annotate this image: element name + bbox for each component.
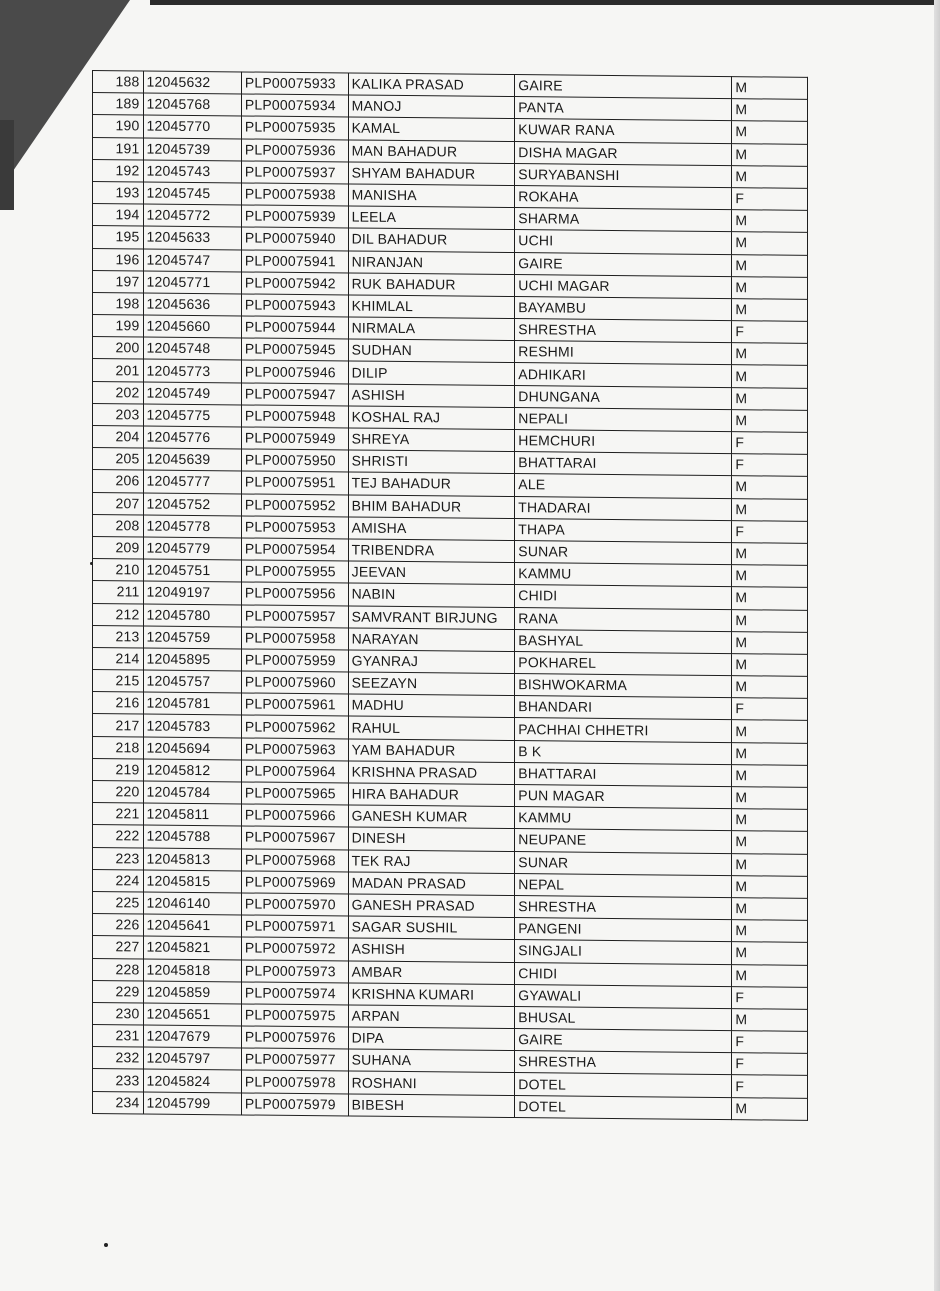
cell-last: BHATTARAI — [515, 452, 732, 476]
scan-edge-top — [150, 0, 940, 5]
cell-gender: M — [732, 77, 808, 100]
cell-id: 12045745 — [143, 182, 241, 205]
cell-sn: 229 — [93, 980, 144, 1003]
cell-first: JEEVAN — [348, 561, 515, 585]
cell-id: 12045636 — [143, 293, 241, 316]
cell-id: 12045788 — [143, 825, 241, 848]
cell-first: ARPAN — [348, 1005, 515, 1029]
cell-last: GAIRE — [515, 252, 732, 276]
cell-sn: 215 — [93, 670, 144, 693]
cell-reg: PLP00075941 — [241, 249, 348, 272]
cell-sn: 221 — [93, 803, 144, 826]
cell-reg: PLP00075977 — [241, 1048, 348, 1071]
cell-id: 12045739 — [143, 138, 241, 161]
cell-id: 12045639 — [143, 448, 241, 471]
cell-gender: M — [732, 254, 808, 277]
cell-gender: M — [732, 809, 808, 832]
cell-id: 12045633 — [143, 226, 241, 249]
cell-sn: 203 — [93, 403, 144, 426]
cell-reg: PLP00075963 — [241, 738, 348, 761]
scan-edge-right — [934, 0, 940, 1291]
cell-reg: PLP00075957 — [241, 604, 348, 627]
cell-first: NIRMALA — [348, 317, 515, 341]
speck — [90, 562, 93, 565]
cell-id: 12045743 — [143, 160, 241, 183]
cell-id: 12046140 — [143, 892, 241, 915]
cell-sn: 228 — [93, 958, 144, 981]
cell-last: SUNAR — [515, 540, 732, 564]
cell-id: 12045781 — [143, 692, 241, 715]
cell-reg: PLP00075966 — [241, 804, 348, 827]
cell-reg: PLP00075976 — [241, 1026, 348, 1049]
cell-first: SHYAM BAHADUR — [348, 162, 515, 186]
cell-gender: M — [732, 676, 808, 699]
cell-last: KAMMU — [515, 807, 732, 831]
cell-first: TEJ BAHADUR — [348, 472, 515, 496]
cell-last: NEPALI — [515, 407, 732, 431]
cell-reg: PLP00075955 — [241, 560, 348, 583]
cell-sn: 224 — [93, 869, 144, 892]
cell-last: BHANDARI — [515, 696, 732, 720]
cell-reg: PLP00075950 — [241, 449, 348, 472]
cell-last: GYAWALI — [515, 984, 732, 1008]
cell-id: 12047679 — [143, 1025, 241, 1048]
cell-sn: 201 — [93, 359, 144, 382]
cell-id: 12045821 — [143, 936, 241, 959]
cell-id: 12045784 — [143, 781, 241, 804]
cell-reg: PLP00075935 — [241, 116, 348, 139]
cell-sn: 205 — [93, 448, 144, 471]
cell-gender: M — [732, 476, 808, 499]
cell-sn: 207 — [93, 492, 144, 515]
cell-gender: M — [732, 121, 808, 144]
cell-reg: PLP00075934 — [241, 94, 348, 117]
cell-first: RUK BAHADUR — [348, 273, 515, 297]
cell-last: RESHMI — [515, 341, 732, 365]
cell-gender: M — [732, 609, 808, 632]
cell-last: SHARMA — [515, 208, 732, 232]
cell-reg: PLP00075953 — [241, 516, 348, 539]
cell-first: DIPA — [348, 1027, 515, 1051]
cell-sn: 199 — [93, 315, 144, 338]
cell-first: MADAN PRASAD — [348, 872, 515, 896]
cell-first: SAGAR SUSHIL — [348, 916, 515, 940]
cell-last: SINGJALI — [515, 940, 732, 964]
cell-first: SAMVRANT BIRJUNG — [348, 605, 515, 629]
cell-gender: M — [732, 276, 808, 299]
cell-first: SHRISTI — [348, 450, 515, 474]
cell-last: NEUPANE — [515, 829, 732, 853]
cell-sn: 230 — [93, 1002, 144, 1025]
cell-sn: 218 — [93, 736, 144, 759]
cell-first: BIBESH — [348, 1094, 515, 1118]
cell-reg: PLP00075948 — [241, 405, 348, 428]
cell-first: DIL BAHADUR — [348, 228, 515, 252]
cell-sn: 197 — [93, 270, 144, 293]
cell-last: HEMCHURI — [515, 430, 732, 454]
cell-sn: 188 — [93, 71, 144, 94]
cell-first: DINESH — [348, 827, 515, 851]
roster-table — [92, 70, 808, 1121]
cell-reg: PLP00075951 — [241, 471, 348, 494]
cell-last: PUN MAGAR — [515, 785, 732, 809]
cell-sn: 202 — [93, 381, 144, 404]
cell-id: 12045779 — [143, 537, 241, 560]
cell-id: 12049197 — [143, 581, 241, 604]
cell-last: CHIDI — [515, 962, 732, 986]
cell-sn: 220 — [93, 781, 144, 804]
cell-gender: F — [732, 1031, 808, 1054]
cell-gender: M — [732, 964, 808, 987]
cell-last: SHRESTHA — [515, 1051, 732, 1075]
cell-reg: PLP00075933 — [241, 72, 348, 95]
cell-gender: F — [732, 188, 808, 211]
cell-sn: 233 — [93, 1069, 144, 1092]
cell-sn: 232 — [93, 1047, 144, 1070]
cell-last: GAIRE — [515, 75, 732, 99]
cell-reg: PLP00075952 — [241, 493, 348, 516]
cell-first: MANISHA — [348, 184, 515, 208]
cell-sn: 213 — [93, 625, 144, 648]
cell-last: BAYAMBU — [515, 296, 732, 320]
cell-gender: M — [732, 920, 808, 943]
cell-last: UCHI MAGAR — [515, 274, 732, 298]
cell-id: 12045813 — [143, 848, 241, 871]
cell-gender: M — [732, 565, 808, 588]
cell-id: 12045749 — [143, 382, 241, 405]
cell-reg: PLP00075975 — [241, 1004, 348, 1027]
cell-first: DILIP — [348, 361, 515, 385]
cell-sn: 200 — [93, 337, 144, 360]
cell-first: GYANRAJ — [348, 650, 515, 674]
cell-last: SHRESTHA — [515, 895, 732, 919]
cell-gender: M — [732, 143, 808, 166]
cell-sn: 223 — [93, 847, 144, 870]
cell-reg: PLP00075937 — [241, 161, 348, 184]
cell-sn: 189 — [93, 93, 144, 116]
cell-first: SHREYA — [348, 428, 515, 452]
cell-sn: 209 — [93, 536, 144, 559]
cell-first: KAMAL — [348, 117, 515, 141]
cell-gender: F — [732, 698, 808, 721]
cell-gender: F — [732, 1053, 808, 1076]
cell-id: 12045757 — [143, 670, 241, 693]
cell-first: KRISHNA PRASAD — [348, 761, 515, 785]
cell-last: SHRESTHA — [515, 319, 732, 343]
cell-gender: M — [732, 831, 808, 854]
speck — [104, 1243, 108, 1247]
cell-first: SEEZAYN — [348, 672, 515, 696]
cell-last: BISHWOKARMA — [515, 674, 732, 698]
cell-last: THADARAI — [515, 496, 732, 520]
cell-last: GAIRE — [515, 1029, 732, 1053]
cell-id: 12045778 — [143, 515, 241, 538]
cell-id: 12045818 — [143, 958, 241, 981]
cell-first: BHIM BAHADUR — [348, 495, 515, 519]
cell-first: HIRA BAHADUR — [348, 783, 515, 807]
cell-sn: 206 — [93, 470, 144, 493]
cell-gender: M — [732, 232, 808, 255]
cell-first: TRIBENDRA — [348, 539, 515, 563]
cell-reg: PLP00075968 — [241, 848, 348, 871]
cell-id: 12045748 — [143, 337, 241, 360]
cell-id: 12045780 — [143, 603, 241, 626]
cell-gender: M — [732, 654, 808, 677]
cell-id: 12045773 — [143, 359, 241, 382]
cell-id: 12045797 — [143, 1047, 241, 1070]
cell-id: 12045799 — [143, 1092, 241, 1115]
cell-gender: M — [732, 99, 808, 122]
cell-reg: PLP00075959 — [241, 649, 348, 672]
cell-last: POKHAREL — [515, 651, 732, 675]
cell-last: PANTA — [515, 97, 732, 121]
cell-sn: 227 — [93, 936, 144, 959]
cell-last: PACHHAI CHHETRI — [515, 718, 732, 742]
cell-id: 12045772 — [143, 204, 241, 227]
cell-first: SUHANA — [348, 1049, 515, 1073]
cell-id: 12045811 — [143, 803, 241, 826]
cell-sn: 190 — [93, 115, 144, 138]
cell-reg: PLP00075972 — [241, 937, 348, 960]
cell-id: 12045815 — [143, 870, 241, 893]
cell-id: 12045751 — [143, 559, 241, 582]
cell-reg: PLP00075964 — [241, 760, 348, 783]
cell-first: KALIKA PRASAD — [348, 73, 515, 97]
cell-gender: M — [732, 409, 808, 432]
cell-first: KRISHNA KUMARI — [348, 983, 515, 1007]
cell-first: ASHISH — [348, 384, 515, 408]
cell-first: YAM BAHADUR — [348, 739, 515, 763]
scan-edge-shadow — [0, 120, 14, 210]
cell-first: KHIMLAL — [348, 295, 515, 319]
cell-id: 12045660 — [143, 315, 241, 338]
cell-gender: M — [732, 1097, 808, 1120]
cell-last: BASHYAL — [515, 629, 732, 653]
cell-reg: PLP00075958 — [241, 627, 348, 650]
cell-sn: 198 — [93, 292, 144, 315]
cell-last: THAPA — [515, 518, 732, 542]
cell-reg: PLP00075971 — [241, 915, 348, 938]
cell-gender: M — [732, 742, 808, 765]
cell-reg: PLP00075974 — [241, 982, 348, 1005]
cell-reg: PLP00075944 — [241, 316, 348, 339]
cell-id: 12045824 — [143, 1069, 241, 1092]
cell-id: 12045777 — [143, 470, 241, 493]
cell-last: KAMMU — [515, 563, 732, 587]
cell-last: DOTEL — [515, 1095, 732, 1119]
cell-reg: PLP00075965 — [241, 782, 348, 805]
cell-sn: 226 — [93, 914, 144, 937]
cell-gender: M — [732, 631, 808, 654]
cell-gender: M — [732, 387, 808, 410]
cell-reg: PLP00075969 — [241, 871, 348, 894]
cell-reg: PLP00075979 — [241, 1093, 348, 1116]
cell-reg: PLP00075973 — [241, 959, 348, 982]
cell-gender: M — [732, 898, 808, 921]
cell-sn: 234 — [93, 1091, 144, 1114]
cell-id: 12045859 — [143, 981, 241, 1004]
cell-first: SUDHAN — [348, 339, 515, 363]
cell-sn: 231 — [93, 1025, 144, 1048]
cell-gender: M — [732, 498, 808, 521]
cell-reg: PLP00075943 — [241, 294, 348, 317]
cell-first: GANESH KUMAR — [348, 805, 515, 829]
cell-id: 12045812 — [143, 759, 241, 782]
cell-gender: M — [732, 165, 808, 188]
cell-first: RAHUL — [348, 716, 515, 740]
cell-id: 12045694 — [143, 737, 241, 760]
cell-reg: PLP00075949 — [241, 427, 348, 450]
cell-reg: PLP00075970 — [241, 893, 348, 916]
cell-gender: F — [732, 520, 808, 543]
cell-last: RANA — [515, 607, 732, 631]
cell-gender: M — [732, 299, 808, 322]
cell-sn: 216 — [93, 692, 144, 715]
cell-last: SURYABANSHI — [515, 163, 732, 187]
cell-last: ALE — [515, 474, 732, 498]
cell-sn: 193 — [93, 181, 144, 204]
cell-sn: 222 — [93, 825, 144, 848]
cell-gender: F — [732, 454, 808, 477]
cell-last: DISHA MAGAR — [515, 141, 732, 165]
cell-gender: M — [732, 720, 808, 743]
cell-id: 12045759 — [143, 626, 241, 649]
cell-sn: 212 — [93, 603, 144, 626]
cell-first: KOSHAL RAJ — [348, 406, 515, 430]
cell-gender: M — [732, 343, 808, 366]
cell-reg: PLP00075961 — [241, 693, 348, 716]
cell-last: PANGENI — [515, 918, 732, 942]
cell-first: TEK RAJ — [348, 850, 515, 874]
cell-reg: PLP00075978 — [241, 1070, 348, 1093]
cell-reg: PLP00075945 — [241, 338, 348, 361]
cell-id: 12045895 — [143, 648, 241, 671]
cell-sn: 211 — [93, 581, 144, 604]
cell-reg: PLP00075946 — [241, 360, 348, 383]
cell-last: CHIDI — [515, 585, 732, 609]
cell-id: 12045783 — [143, 714, 241, 737]
cell-last: DHUNGANA — [515, 385, 732, 409]
cell-sn: 217 — [93, 714, 144, 737]
cell-sn: 192 — [93, 159, 144, 182]
cell-sn: 191 — [93, 137, 144, 160]
cell-sn: 195 — [93, 226, 144, 249]
cell-id: 12045641 — [143, 914, 241, 937]
cell-reg: PLP00075967 — [241, 826, 348, 849]
cell-reg: PLP00075956 — [241, 582, 348, 605]
cell-first: NARAYAN — [348, 628, 515, 652]
cell-reg: PLP00075939 — [241, 205, 348, 228]
cell-gender: M — [732, 787, 808, 810]
roster-body — [93, 71, 808, 1121]
cell-first: GANESH PRASAD — [348, 894, 515, 918]
cell-sn: 196 — [93, 248, 144, 271]
cell-reg: PLP00075936 — [241, 138, 348, 161]
cell-sn: 219 — [93, 758, 144, 781]
cell-sn: 204 — [93, 426, 144, 449]
cell-last: KUWAR RANA — [515, 119, 732, 143]
cell-reg: PLP00075938 — [241, 183, 348, 206]
cell-last: SUNAR — [515, 851, 732, 875]
cell-last: UCHI — [515, 230, 732, 254]
cell-gender: M — [732, 942, 808, 965]
cell-gender: M — [732, 210, 808, 233]
cell-gender: M — [732, 543, 808, 566]
cell-first: ASHISH — [348, 938, 515, 962]
cell-reg: PLP00075942 — [241, 272, 348, 295]
cell-id: 12045776 — [143, 426, 241, 449]
cell-last: ROKAHA — [515, 185, 732, 209]
cell-id: 12045752 — [143, 493, 241, 516]
cell-first: AMBAR — [348, 960, 515, 984]
cell-id: 12045770 — [143, 115, 241, 138]
cell-gender: M — [732, 764, 808, 787]
cell-first: LEELA — [348, 206, 515, 230]
cell-last: NEPAL — [515, 873, 732, 897]
cell-gender: F — [732, 1075, 808, 1098]
cell-reg: PLP00075947 — [241, 383, 348, 406]
cell-first: AMISHA — [348, 517, 515, 541]
cell-first: MAN BAHADUR — [348, 140, 515, 164]
cell-last: BHUSAL — [515, 1006, 732, 1030]
cell-reg: PLP00075960 — [241, 671, 348, 694]
cell-gender: M — [732, 875, 808, 898]
cell-id: 12045775 — [143, 404, 241, 427]
cell-reg: PLP00075954 — [241, 538, 348, 561]
cell-last: BHATTARAI — [515, 762, 732, 786]
cell-gender: M — [732, 587, 808, 610]
cell-gender: F — [732, 986, 808, 1009]
cell-gender: M — [732, 853, 808, 876]
cell-first: NIRANJAN — [348, 250, 515, 274]
cell-last: DOTEL — [515, 1073, 732, 1097]
cell-reg: PLP00075940 — [241, 227, 348, 250]
cell-id: 12045768 — [143, 93, 241, 116]
cell-last: ADHIKARI — [515, 363, 732, 387]
cell-sn: 210 — [93, 559, 144, 582]
cell-gender: M — [732, 1009, 808, 1032]
cell-first: MADHU — [348, 694, 515, 718]
cell-gender: M — [732, 365, 808, 388]
cell-gender: F — [732, 432, 808, 455]
cell-reg: PLP00075962 — [241, 715, 348, 738]
cell-sn: 208 — [93, 514, 144, 537]
cell-id: 12045632 — [143, 71, 241, 94]
cell-sn: 194 — [93, 204, 144, 227]
cell-last: B K — [515, 740, 732, 764]
cell-first: ROSHANI — [348, 1071, 515, 1095]
cell-first: NABIN — [348, 583, 515, 607]
cell-gender: F — [732, 321, 808, 344]
cell-id: 12045771 — [143, 271, 241, 294]
cell-id: 12045747 — [143, 248, 241, 271]
cell-sn: 225 — [93, 891, 144, 914]
cell-sn: 214 — [93, 647, 144, 670]
cell-id: 12045651 — [143, 1003, 241, 1026]
cell-first: MANOJ — [348, 95, 515, 119]
